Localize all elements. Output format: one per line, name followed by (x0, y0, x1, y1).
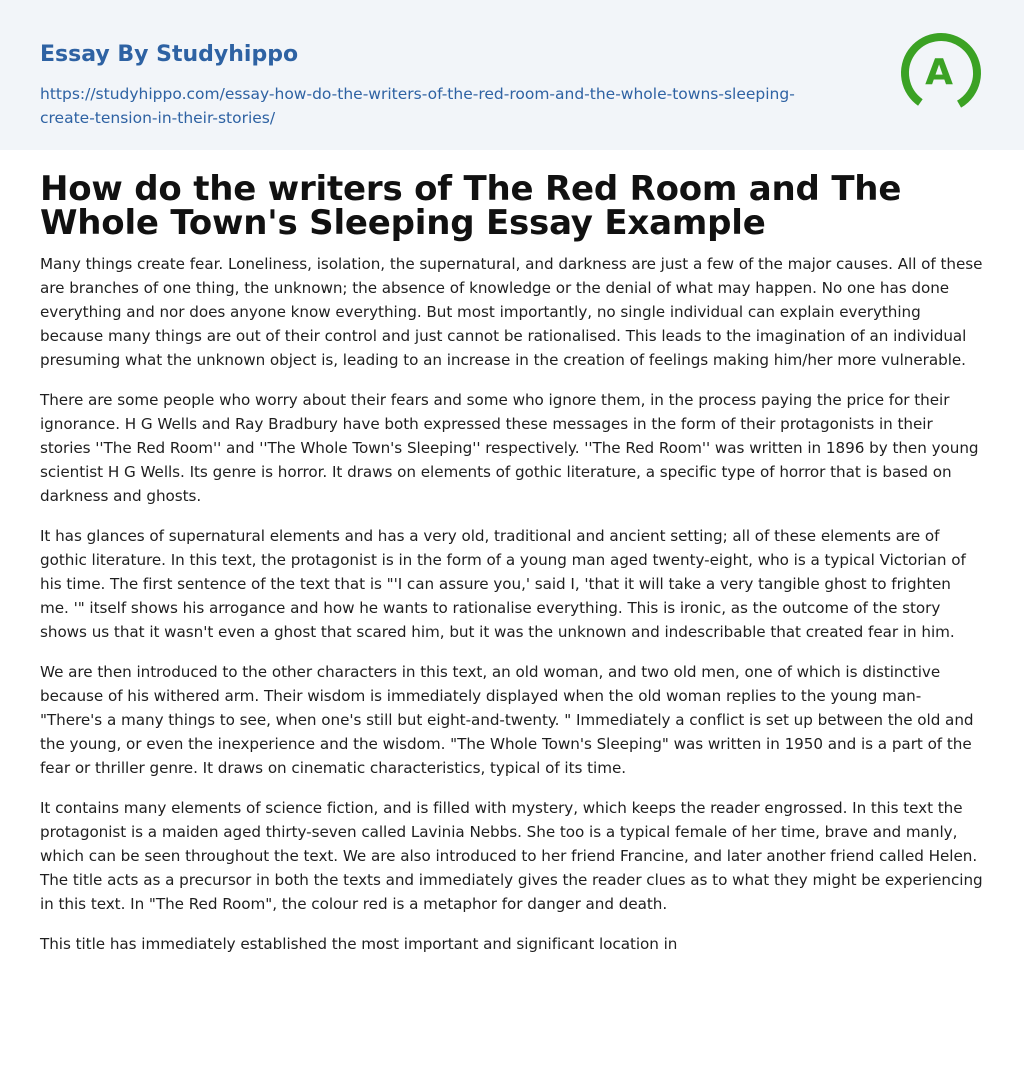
essay-paragraph: This title has immediately established the most important and significant location in (40, 935, 678, 953)
essay-url-link[interactable]: https://studyhippo.com/essay-how-do-the-writers-of-the-red-room-and-the-whole-towns-sleeping-create-tension-in-their-stories/ (40, 85, 795, 127)
essay-title: How do the writers of The Red Room and The Whole Town's Sleeping Essay Example (40, 169, 902, 243)
essay-paragraph: It contains many elements of science fiction, and is filled with mystery, which keeps the reader engrossed. In this text the protagonist is a maiden aged thirty-seven called Lavinia Nebbs. She too is a typical female of her time, brave and manly, which can be seen throughout the text. We are also introduced to her friend Francine, and later another friend called Helen. The title acts as a precursor in both the texts and immediately gives the reader clues as to what they might be experiencing in this text. In "The Red Room", the colour red is a metaphor for danger and death. (40, 799, 983, 913)
essay-body (0, 150, 1024, 956)
essay-paragraph: It has glances of supernatural elements and has a very old, traditional and ancient setting; all of these elements are of gothic literature. In this text, the protagonist is in the form of a young man aged twenty-eight, who is a typical Victorian of his time. The first sentence of the text that is "'I can assure you,' said I, 'that it will take a very tangible ghost to frighten me. '" itself shows his arrogance and how he wants to rationalise everything. This is ironic, as the outcome of the story shows us that it wasn't even a ghost that scared him, but it was the unknown and indescribable that created fear in him. (40, 527, 966, 641)
logo-letter: A (925, 52, 953, 93)
essay-paragraph: We are then introduced to the other characters in this text, an old woman, and two old men, one of which is distinctive because of his withered arm. Their wisdom is immediately displayed when the old woman replies to the young man- "There's a many things to see, when one's still but eight-and-twenty. " Immediately a conflict is set up between the old and the young, or even the inexperience and the wisdom. "The Whole Town's Sleeping" was written in 1950 and is a part of the fear or thriller genre. It draws on cinematic characteristics, typical of its time. (40, 663, 974, 777)
studyhippo-logo-icon[interactable] (896, 28, 986, 118)
site-brand[interactable]: Essay By Studyhippo (40, 42, 299, 67)
essay-paragraph: There are some people who worry about their fears and some who ignore them, in the process paying the price for their ignorance. H G Wells and Ray Bradbury have both expressed these messages in the form of their protagonists in their stories ''The Red Room'' and ''The Whole Town's Sleeping'' respectively. ''The Red Room'' was written in 1896 by then young scientist H G Wells. Its genre is horror. It draws on elements of gothic literature, a specific type of horror that is based on darkness and ghosts. (40, 391, 979, 505)
essay-paragraph: Many things create fear. Loneliness, isolation, the supernatural, and darkness are just a few of the major causes. All of these are branches of one thing, the unknown; the absence of knowledge or the denial of what may happen. No one has done everything and nor does anyone know everything. But most importantly, no single individual can explain everything because many things are out of their control and just cannot be rationalised. This leads to the imagination of an individual presuming what the unknown object is, leading to an increase in the creation of feelings making him/her more vulnerable. (40, 255, 983, 369)
page-header (0, 0, 1024, 150)
